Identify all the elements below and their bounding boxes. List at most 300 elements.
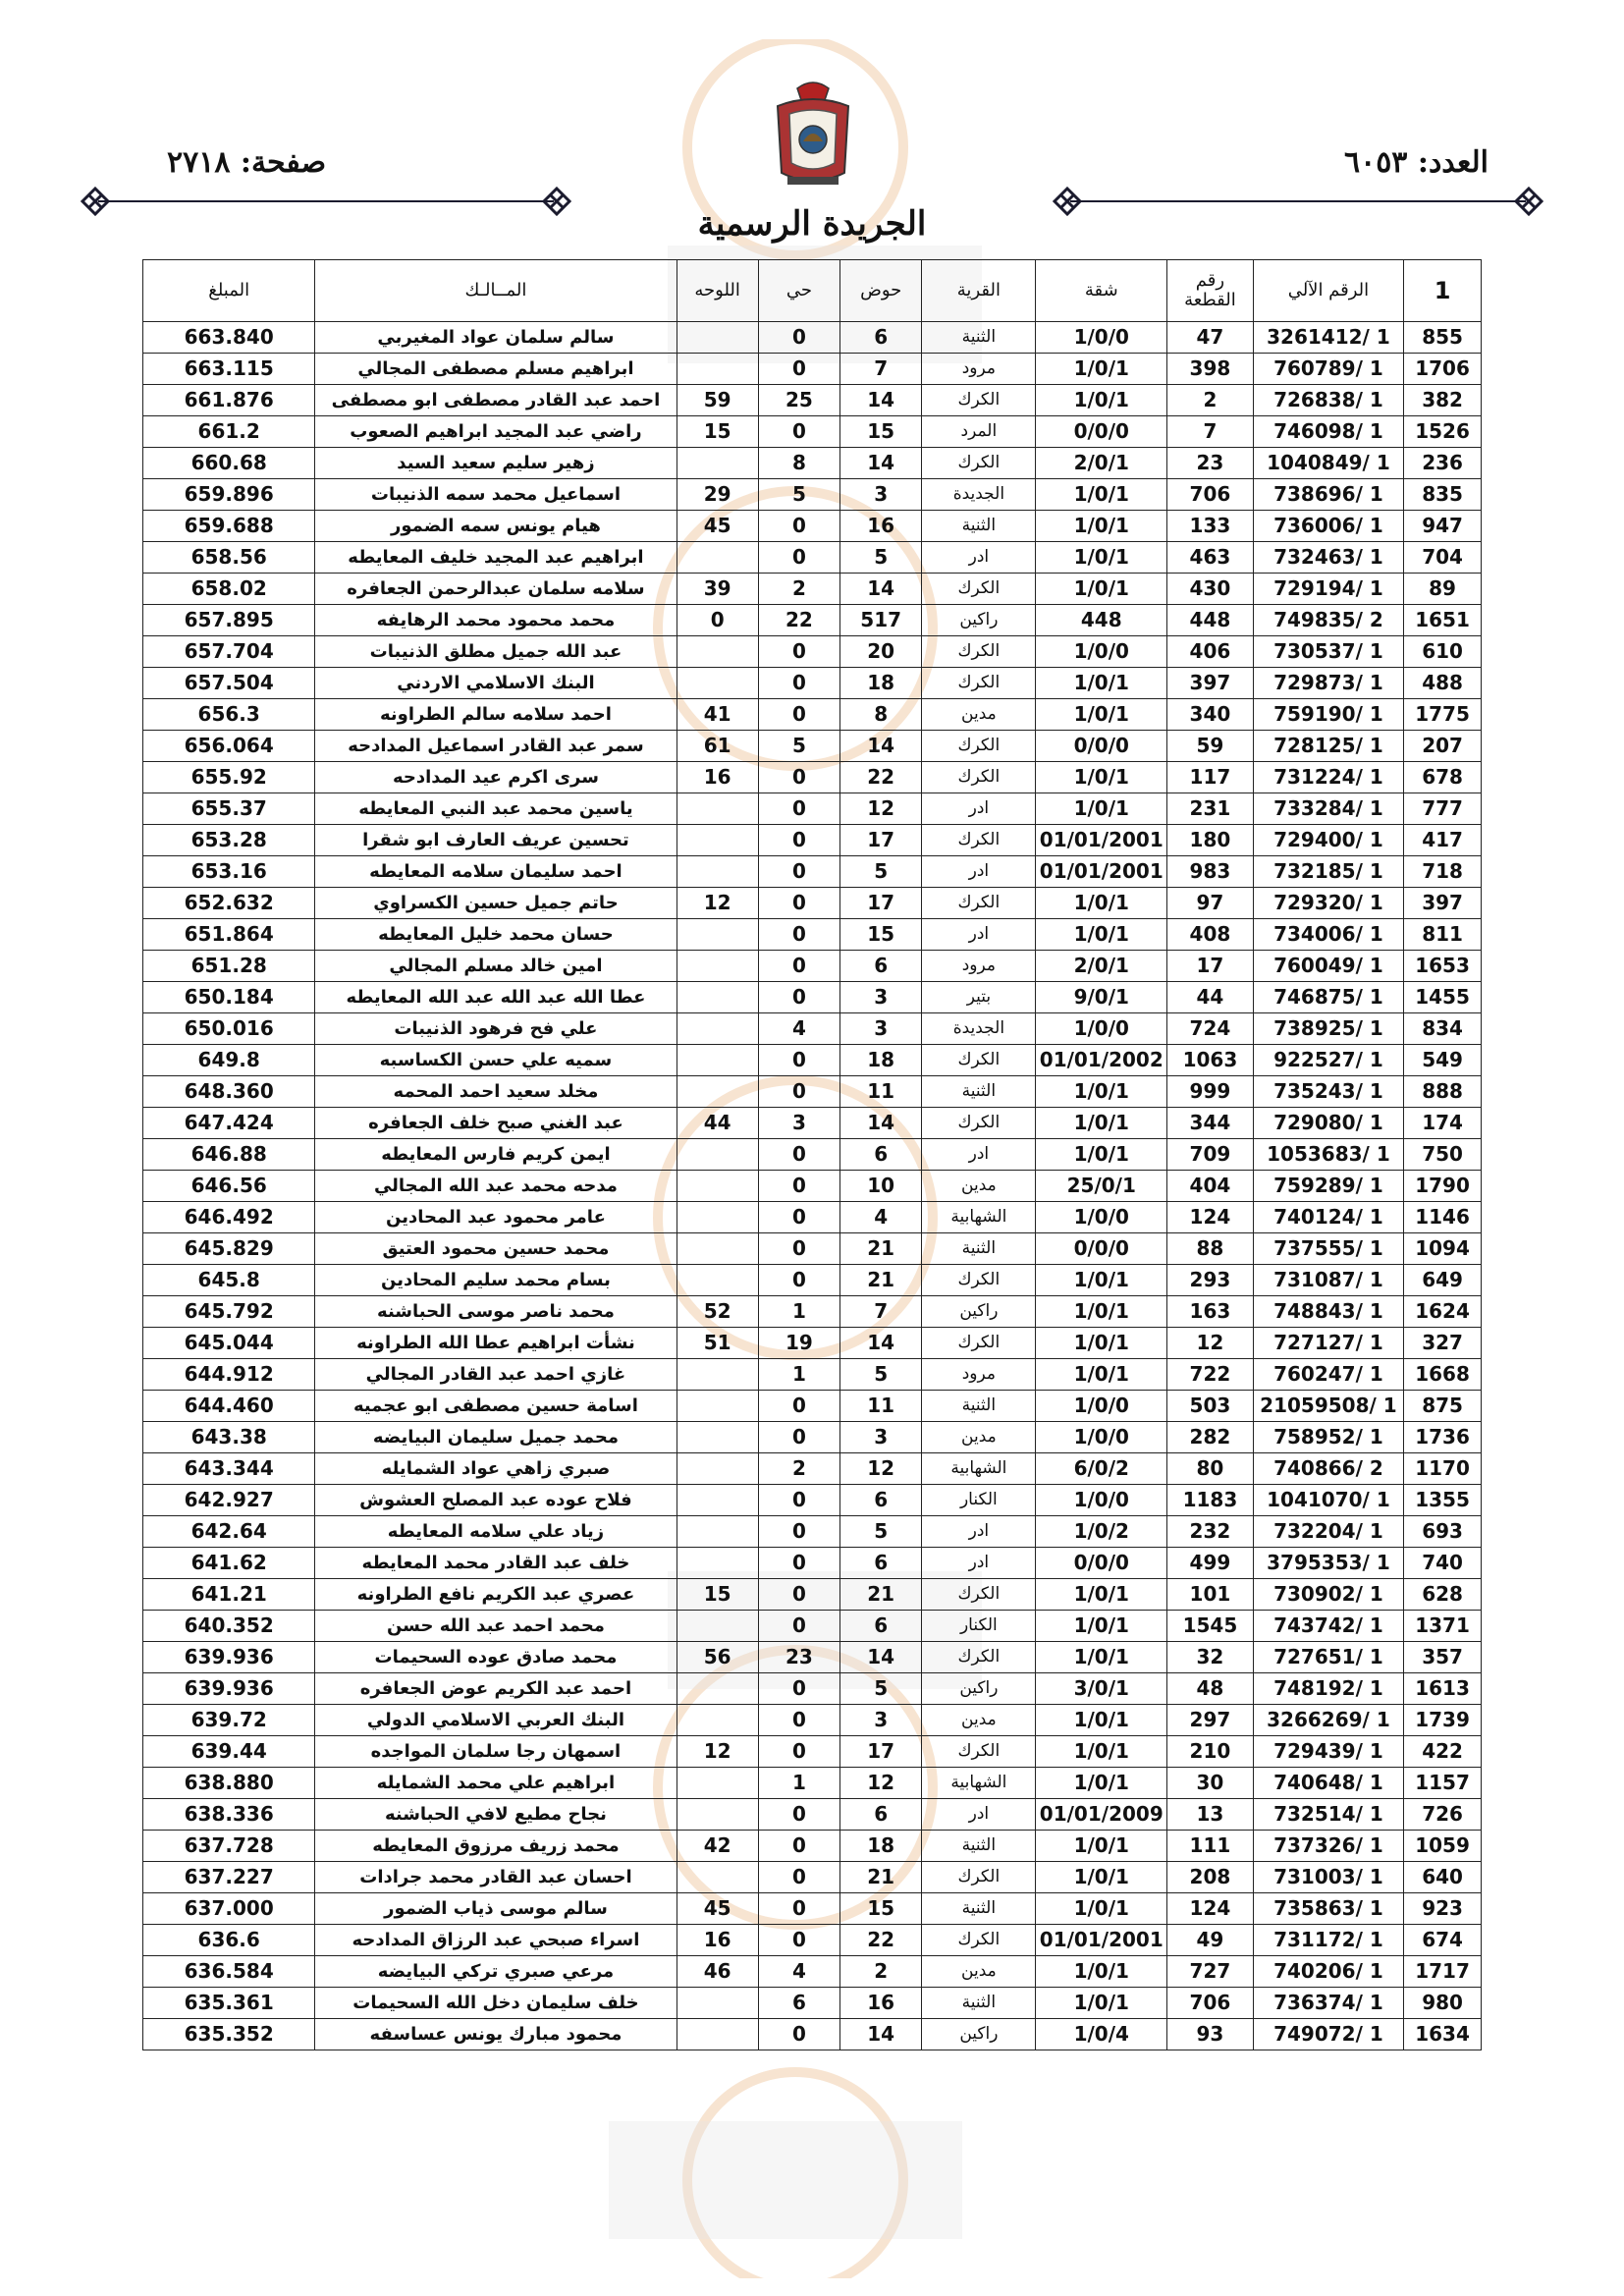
- amount-cell: 646.56: [143, 1171, 315, 1202]
- parcel-number-cell: 13: [1167, 1799, 1254, 1831]
- parcel-number-cell: 709: [1167, 1139, 1254, 1171]
- apartment-cell: 1/0/1: [1036, 1642, 1167, 1673]
- auto-number-cell: 1 /730537: [1253, 636, 1403, 668]
- apartment-cell: 1/0/1: [1036, 762, 1167, 793]
- amount-cell: 637.728: [143, 1831, 315, 1862]
- parcel-number-cell: 1545: [1167, 1611, 1254, 1642]
- parcel-number-cell: 724: [1167, 1013, 1254, 1045]
- amount-cell: 637.227: [143, 1862, 315, 1893]
- village-cell: الكرك: [922, 1642, 1036, 1673]
- village-cell: مدين: [922, 1422, 1036, 1453]
- serial-cell: 1668: [1404, 1359, 1482, 1391]
- owner-cell: زياد علي سلامه المعايطه: [315, 1516, 677, 1548]
- basin-cell: 517: [840, 605, 922, 636]
- plate-cell: [677, 1045, 758, 1076]
- village-cell: الكرك: [922, 731, 1036, 762]
- serial-cell: 704: [1404, 542, 1482, 574]
- auto-number-cell: 1 /730902: [1253, 1579, 1403, 1611]
- amount-cell: 645.044: [143, 1328, 315, 1359]
- district-cell: 0: [758, 1611, 839, 1642]
- serial-cell: 855: [1404, 322, 1482, 354]
- owner-cell: احمد عبد القادر مصطفى ابو مصطفى: [315, 385, 677, 416]
- plate-cell: 59: [677, 385, 758, 416]
- village-cell: المرد: [922, 416, 1036, 448]
- basin-cell: 5: [840, 1673, 922, 1705]
- parcel-number-cell: 430: [1167, 574, 1254, 605]
- plate-cell: [677, 1076, 758, 1108]
- auto-number-cell: 1 /736374: [1253, 1988, 1403, 2019]
- column-header: المبلغ: [143, 260, 315, 322]
- serial-cell: 693: [1404, 1516, 1482, 1548]
- plate-cell: 61: [677, 731, 758, 762]
- apartment-cell: 1/0/1: [1036, 1768, 1167, 1799]
- apartment-cell: 0/0/0: [1036, 1548, 1167, 1579]
- amount-cell: 639.936: [143, 1642, 315, 1673]
- table-row: [143, 1076, 1482, 1108]
- table-row: [143, 1642, 1482, 1673]
- village-cell: الثنية: [922, 1391, 1036, 1422]
- apartment-cell: 3/0/1: [1036, 1673, 1167, 1705]
- basin-cell: 4: [840, 1202, 922, 1233]
- table-row: [143, 479, 1482, 511]
- plate-cell: 44: [677, 1108, 758, 1139]
- plate-cell: [677, 1233, 758, 1265]
- table-row: [143, 1736, 1482, 1768]
- district-cell: 0: [758, 1076, 839, 1108]
- basin-cell: 20: [840, 636, 922, 668]
- parcel-number-cell: 406: [1167, 636, 1254, 668]
- owner-cell: محمد جميل سليمان البيايضه: [315, 1422, 677, 1453]
- district-cell: 1: [758, 1768, 839, 1799]
- apartment-cell: 1/0/0: [1036, 1391, 1167, 1422]
- basin-cell: 15: [840, 919, 922, 951]
- amount-cell: 655.92: [143, 762, 315, 793]
- apartment-cell: 1/0/1: [1036, 1579, 1167, 1611]
- apartment-cell: 1/0/4: [1036, 2019, 1167, 2050]
- apartment-cell: 01/01/2001: [1036, 856, 1167, 888]
- serial-cell: 1653: [1404, 951, 1482, 982]
- owner-cell: احمد عبد الكريم عوض الجعافره: [315, 1673, 677, 1705]
- parcel-number-cell: 93: [1167, 2019, 1254, 2050]
- apartment-cell: 1/0/1: [1036, 1108, 1167, 1139]
- basin-cell: 21: [840, 1862, 922, 1893]
- apartment-cell: 1/0/1: [1036, 1831, 1167, 1862]
- serial-cell: 777: [1404, 793, 1482, 825]
- owner-cell: سمر عبد القادر اسماعيل المدادحه: [315, 731, 677, 762]
- basin-cell: 17: [840, 825, 922, 856]
- plate-cell: 16: [677, 762, 758, 793]
- apartment-cell: 1/0/1: [1036, 668, 1167, 699]
- basin-cell: 5: [840, 856, 922, 888]
- apartment-cell: 1/0/1: [1036, 1736, 1167, 1768]
- serial-cell: 1790: [1404, 1171, 1482, 1202]
- basin-cell: 18: [840, 1045, 922, 1076]
- district-cell: 0: [758, 951, 839, 982]
- owner-cell: مخلد سعيد احمد المحمه: [315, 1076, 677, 1108]
- column-header: المــالـك: [315, 260, 677, 322]
- parcel-number-cell: 12: [1167, 1328, 1254, 1359]
- auto-number-cell: 1 /735863: [1253, 1893, 1403, 1925]
- serial-cell: 1775: [1404, 699, 1482, 731]
- auto-number-cell: 1 /758952: [1253, 1422, 1403, 1453]
- plate-cell: [677, 1988, 758, 2019]
- serial-cell: 422: [1404, 1736, 1482, 1768]
- owner-cell: اسمهان رجا سلمان المواجده: [315, 1736, 677, 1768]
- basin-cell: 6: [840, 322, 922, 354]
- serial-cell: 1717: [1404, 1956, 1482, 1988]
- district-cell: 0: [758, 919, 839, 951]
- plate-cell: [677, 542, 758, 574]
- parcel-number-cell: 983: [1167, 856, 1254, 888]
- auto-number-cell: 1 /922527: [1253, 1045, 1403, 1076]
- apartment-cell: 1/0/1: [1036, 1611, 1167, 1642]
- village-cell: الثنية: [922, 1233, 1036, 1265]
- plate-cell: [677, 1422, 758, 1453]
- plate-cell: 29: [677, 479, 758, 511]
- basin-cell: 12: [840, 1768, 922, 1799]
- apartment-cell: 1/0/1: [1036, 479, 1167, 511]
- basin-cell: 11: [840, 1076, 922, 1108]
- amount-cell: 649.8: [143, 1045, 315, 1076]
- parcel-number-cell: 80: [1167, 1453, 1254, 1485]
- district-cell: 0: [758, 1139, 839, 1171]
- serial-cell: 417: [1404, 825, 1482, 856]
- apartment-cell: 1/0/2: [1036, 1516, 1167, 1548]
- apartment-cell: 1/0/1: [1036, 888, 1167, 919]
- village-cell: الشهابية: [922, 1202, 1036, 1233]
- basin-cell: 6: [840, 951, 922, 982]
- auto-number-cell: 1 /733284: [1253, 793, 1403, 825]
- apartment-cell: 1/0/0: [1036, 1202, 1167, 1233]
- district-cell: 3: [758, 1108, 839, 1139]
- serial-cell: 1634: [1404, 2019, 1482, 2050]
- plate-cell: [677, 668, 758, 699]
- parcel-number-cell: 448: [1167, 605, 1254, 636]
- owner-cell: ابراهيم عبد المجيد خليف المعايطه: [315, 542, 677, 574]
- apartment-cell: 1/0/1: [1036, 1359, 1167, 1391]
- page-number: صفحة: ٢٧١٨: [167, 145, 327, 180]
- serial-cell: 610: [1404, 636, 1482, 668]
- owner-cell: احسان عبد القادر محمد جرادات: [315, 1862, 677, 1893]
- parcel-number-cell: 163: [1167, 1296, 1254, 1328]
- amount-cell: 636.584: [143, 1956, 315, 1988]
- owner-cell: تحسين عريف العارف ابو شقرا: [315, 825, 677, 856]
- apartment-cell: 1/0/1: [1036, 1076, 1167, 1108]
- parcel-number-cell: 1183: [1167, 1485, 1254, 1516]
- parcel-number-cell: 340: [1167, 699, 1254, 731]
- table-row: [143, 1359, 1482, 1391]
- parcel-number-cell: 124: [1167, 1893, 1254, 1925]
- serial-cell: 835: [1404, 479, 1482, 511]
- district-cell: 0: [758, 1579, 839, 1611]
- village-cell: ادر: [922, 1548, 1036, 1579]
- amount-cell: 643.344: [143, 1453, 315, 1485]
- village-cell: الثنية: [922, 1076, 1036, 1108]
- basin-cell: 7: [840, 354, 922, 385]
- amount-cell: 646.88: [143, 1139, 315, 1171]
- amount-cell: 639.936: [143, 1673, 315, 1705]
- apartment-cell: 25/0/1: [1036, 1171, 1167, 1202]
- column-header: 1: [1404, 260, 1482, 322]
- basin-cell: 6: [840, 1485, 922, 1516]
- auto-number-cell: 1 /732204: [1253, 1516, 1403, 1548]
- parcel-number-cell: 47: [1167, 322, 1254, 354]
- serial-cell: 1146: [1404, 1202, 1482, 1233]
- village-cell: مرود: [922, 1359, 1036, 1391]
- district-cell: 0: [758, 1799, 839, 1831]
- owner-cell: سالم سلمان عواد المغيربي: [315, 322, 677, 354]
- owner-cell: صبري زاهي عواد الشمايله: [315, 1453, 677, 1485]
- village-cell: الشهابية: [922, 1453, 1036, 1485]
- plate-cell: 52: [677, 1296, 758, 1328]
- table-row: [143, 322, 1482, 354]
- serial-cell: 923: [1404, 1893, 1482, 1925]
- table-row: [143, 919, 1482, 951]
- basin-cell: 22: [840, 1925, 922, 1956]
- table-row: [143, 636, 1482, 668]
- table-row: [143, 762, 1482, 793]
- plate-cell: 16: [677, 1925, 758, 1956]
- serial-cell: 1736: [1404, 1422, 1482, 1453]
- amount-cell: 653.16: [143, 856, 315, 888]
- column-header: حي: [758, 260, 839, 322]
- village-cell: ادر: [922, 856, 1036, 888]
- village-cell: ادر: [922, 793, 1036, 825]
- parcel-number-cell: 727: [1167, 1956, 1254, 1988]
- owner-cell: خلف سليمان دخل الله السحيمات: [315, 1988, 677, 2019]
- district-cell: 0: [758, 1202, 839, 1233]
- apartment-cell: 01/01/2002: [1036, 1045, 1167, 1076]
- parcel-number-cell: 49: [1167, 1925, 1254, 1956]
- village-cell: مدين: [922, 1705, 1036, 1736]
- apartment-cell: 1/0/1: [1036, 385, 1167, 416]
- district-cell: 0: [758, 1045, 839, 1076]
- plate-cell: 15: [677, 1579, 758, 1611]
- table-row: [143, 1013, 1482, 1045]
- serial-cell: 397: [1404, 888, 1482, 919]
- amount-cell: 663.115: [143, 354, 315, 385]
- amount-cell: 651.864: [143, 919, 315, 951]
- table-row: [143, 951, 1482, 982]
- amount-cell: 661.2: [143, 416, 315, 448]
- owner-cell: محمد حسين محمود العتيق: [315, 1233, 677, 1265]
- auto-number-cell: 1 /729080: [1253, 1108, 1403, 1139]
- auto-number-cell: 1 /738696: [1253, 479, 1403, 511]
- plate-cell: [677, 856, 758, 888]
- village-cell: الكرك: [922, 1862, 1036, 1893]
- auto-number-cell: 1 /727127: [1253, 1328, 1403, 1359]
- parcel-number-cell: 999: [1167, 1076, 1254, 1108]
- district-cell: 0: [758, 1485, 839, 1516]
- district-cell: 0: [758, 416, 839, 448]
- serial-cell: 726: [1404, 1799, 1482, 1831]
- serial-cell: 674: [1404, 1925, 1482, 1956]
- owner-cell: زهير سليم سعيد السيد: [315, 448, 677, 479]
- serial-cell: 1170: [1404, 1453, 1482, 1485]
- district-cell: 8: [758, 448, 839, 479]
- basin-cell: 3: [840, 1013, 922, 1045]
- district-cell: 2: [758, 1453, 839, 1485]
- table-row: [143, 1925, 1482, 1956]
- auto-number-cell: 1 /735243: [1253, 1076, 1403, 1108]
- table-row: [143, 605, 1482, 636]
- amount-cell: 637.000: [143, 1893, 315, 1925]
- amount-cell: 660.68: [143, 448, 315, 479]
- table-row: [143, 1108, 1482, 1139]
- plate-cell: [677, 919, 758, 951]
- apartment-cell: 1/0/0: [1036, 636, 1167, 668]
- auto-number-cell: 1 /740648: [1253, 1768, 1403, 1799]
- amount-cell: 647.424: [143, 1108, 315, 1139]
- plate-cell: [677, 636, 758, 668]
- serial-cell: 1651: [1404, 605, 1482, 636]
- village-cell: مدين: [922, 1956, 1036, 1988]
- plate-cell: [677, 982, 758, 1013]
- plate-cell: [677, 1705, 758, 1736]
- owner-cell: ابراهيم علي محمد الشمايله: [315, 1768, 677, 1799]
- amount-cell: 657.504: [143, 668, 315, 699]
- apartment-cell: 1/0/1: [1036, 1956, 1167, 1988]
- village-cell: راكين: [922, 1673, 1036, 1705]
- plate-cell: 0: [677, 605, 758, 636]
- village-cell: الكرك: [922, 1045, 1036, 1076]
- plate-cell: [677, 793, 758, 825]
- district-cell: 0: [758, 322, 839, 354]
- owner-cell: محمد ناصر موسى الحباشنه: [315, 1296, 677, 1328]
- column-header: شقة: [1036, 260, 1167, 322]
- district-cell: 0: [758, 825, 839, 856]
- owner-cell: محمد زريف مرزوق المعايطه: [315, 1831, 677, 1862]
- table-row: [143, 1862, 1482, 1893]
- apartment-cell: 01/01/2001: [1036, 825, 1167, 856]
- village-cell: الكرك: [922, 1925, 1036, 1956]
- parcel-number-cell: 499: [1167, 1548, 1254, 1579]
- plate-cell: [677, 448, 758, 479]
- table-row: [143, 416, 1482, 448]
- plate-cell: [677, 1799, 758, 1831]
- serial-cell: 549: [1404, 1045, 1482, 1076]
- serial-cell: 1706: [1404, 354, 1482, 385]
- auto-number-cell: 1 /732514: [1253, 1799, 1403, 1831]
- apartment-cell: 1/0/1: [1036, 1139, 1167, 1171]
- amount-cell: 641.62: [143, 1548, 315, 1579]
- owner-cell: عطا الله عبد الله عبد الله المعايطه: [315, 982, 677, 1013]
- auto-number-cell: 1 /732463: [1253, 542, 1403, 574]
- serial-cell: 1455: [1404, 982, 1482, 1013]
- owner-cell: مدحه محمد عبد الله المجالي: [315, 1171, 677, 1202]
- village-cell: الكرك: [922, 385, 1036, 416]
- auto-number-cell: 1 /729194: [1253, 574, 1403, 605]
- parcel-number-cell: 17: [1167, 951, 1254, 982]
- apartment-cell: 9/0/1: [1036, 982, 1167, 1013]
- table-row: [143, 1893, 1482, 1925]
- plate-cell: [677, 1548, 758, 1579]
- serial-cell: 236: [1404, 448, 1482, 479]
- plate-cell: 45: [677, 511, 758, 542]
- plate-cell: [677, 951, 758, 982]
- district-cell: 0: [758, 1736, 839, 1768]
- serial-cell: 207: [1404, 731, 1482, 762]
- amount-cell: 656.3: [143, 699, 315, 731]
- parcel-number-cell: 88: [1167, 1233, 1254, 1265]
- plate-cell: [677, 354, 758, 385]
- serial-cell: 357: [1404, 1642, 1482, 1673]
- auto-number-cell: 1 /748192: [1253, 1673, 1403, 1705]
- plate-cell: [677, 1516, 758, 1548]
- amount-cell: 635.361: [143, 1988, 315, 2019]
- table-row: [143, 1579, 1482, 1611]
- auto-number-cell: 1 /740206: [1253, 1956, 1403, 1988]
- owner-cell: امين خالد مسلم المجالي: [315, 951, 677, 982]
- plate-cell: [677, 1862, 758, 1893]
- parcel-number-cell: 210: [1167, 1736, 1254, 1768]
- owner-cell: اسامة حسين مصطفى ابو عجميه: [315, 1391, 677, 1422]
- auto-number-cell: 1 /727651: [1253, 1642, 1403, 1673]
- owner-cell: اسماعيل محمد سمه الذنيبات: [315, 479, 677, 511]
- apartment-cell: 448: [1036, 605, 1167, 636]
- plate-cell: 39: [677, 574, 758, 605]
- apartment-cell: 1/0/0: [1036, 322, 1167, 354]
- basin-cell: 14: [840, 1642, 922, 1673]
- village-cell: الكرك: [922, 825, 1036, 856]
- table-row: [143, 982, 1482, 1013]
- parcel-number-cell: 180: [1167, 825, 1254, 856]
- parcel-number-cell: 208: [1167, 1862, 1254, 1893]
- serial-cell: 1739: [1404, 1705, 1482, 1736]
- table-row: [143, 1988, 1482, 2019]
- apartment-cell: 1/0/1: [1036, 511, 1167, 542]
- parcel-number-cell: 101: [1167, 1579, 1254, 1611]
- district-cell: 19: [758, 1328, 839, 1359]
- district-cell: 0: [758, 1705, 839, 1736]
- village-cell: مرود: [922, 951, 1036, 982]
- owner-cell: حسان محمد خليل المعايطه: [315, 919, 677, 951]
- apartment-cell: 2/0/1: [1036, 951, 1167, 982]
- apartment-cell: 0/0/0: [1036, 1233, 1167, 1265]
- auto-number-cell: 1 /746875: [1253, 982, 1403, 1013]
- village-cell: الكنار: [922, 1611, 1036, 1642]
- owner-cell: سالم موسى ذياب الضمور: [315, 1893, 677, 1925]
- apartment-cell: 1/0/1: [1036, 1988, 1167, 2019]
- basin-cell: 14: [840, 1328, 922, 1359]
- owner-cell: علي فح فرهود الذنيبات: [315, 1013, 677, 1045]
- parcel-number-cell: 503: [1167, 1391, 1254, 1422]
- gazette-title: الجريدة الرسمية: [697, 204, 927, 244]
- amount-cell: 639.72: [143, 1705, 315, 1736]
- table-row: [143, 668, 1482, 699]
- plate-cell: [677, 1768, 758, 1799]
- plate-cell: 56: [677, 1642, 758, 1673]
- district-cell: 0: [758, 1391, 839, 1422]
- plate-cell: 15: [677, 416, 758, 448]
- auto-number-cell: 1 /726838: [1253, 385, 1403, 416]
- plate-cell: 45: [677, 1893, 758, 1925]
- parcel-number-cell: 59: [1167, 731, 1254, 762]
- village-cell: الكرك: [922, 1108, 1036, 1139]
- parcel-number-cell: 1063: [1167, 1045, 1254, 1076]
- apartment-cell: 01/01/2001: [1036, 1925, 1167, 1956]
- basin-cell: 16: [840, 1988, 922, 2019]
- owner-cell: ابراهيم مسلم مصطفى المجالي: [315, 354, 677, 385]
- serial-cell: 174: [1404, 1108, 1482, 1139]
- column-header: رقم القطعة: [1167, 260, 1254, 322]
- auto-number-cell: 1 /731224: [1253, 762, 1403, 793]
- parcel-number-cell: 706: [1167, 1988, 1254, 2019]
- serial-cell: 1613: [1404, 1673, 1482, 1705]
- parcel-number-cell: 232: [1167, 1516, 1254, 1548]
- auto-number-cell: 1 /1041070: [1253, 1485, 1403, 1516]
- table-row: [143, 542, 1482, 574]
